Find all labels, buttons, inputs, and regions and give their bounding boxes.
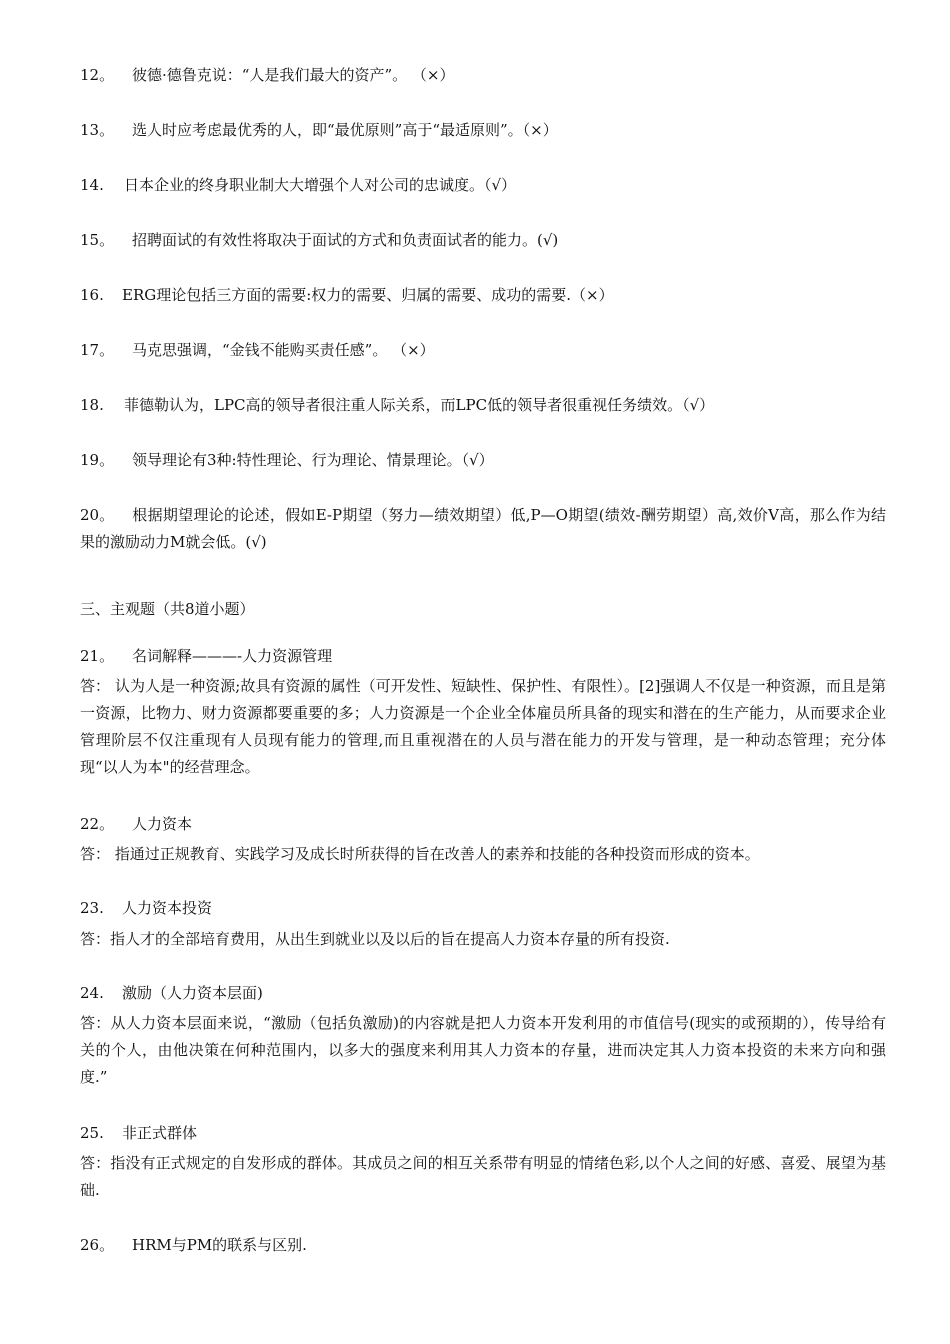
item-title: 非正式群体 [122,1124,198,1142]
tf-item-12 [80,62,880,89]
item-number: 26。 [80,1236,115,1254]
tf-item-20 [80,502,886,556]
section-title: 三、主观题（共8道小题） [80,600,255,618]
item-number: 20。 [80,506,115,524]
item-number: 14. [80,176,104,194]
item-number: 15。 [80,231,115,249]
tf-item-16 [80,282,880,309]
qa-answer-21: 答： 认为人是一种资源;故具有资源的属性（可开发性、短缺性、保护性、有限性）。[2]强调人不仅是一种资源，而且是第一资源，比物力、财力资源都要重要的多；人力资源是一个企业全体雇员所具备的现实和潜在的生产能力，从而要求企业管理阶层不仅注重现有人员现有能力的管理,而且重视潜在的人员与潜在能力的开发与管理，是一种动态管理；充分体现“以人为本"的经营理念。 [80,677,886,776]
item-text: ERG理论包括三方面的需要:权力的需要、归属的需要、成功的需要.（×） [122,286,614,304]
tf-item-13 [80,117,880,144]
qa-answer-25: 答：指没有正式规定的自发形成的群体。其成员之间的相互关系带有明显的情绪色彩,以个人之间的好感、喜爱、展望为基础. [80,1154,886,1199]
item-text: 根据期望理论的论述，假如E-P期望（努力—绩效期望）低,P—O期望(绩效-酬劳期望）高,效价V高，那么作为结果的激励动力M就会低。(√) [80,506,886,551]
tf-item-14 [80,172,880,199]
item-number: 12。 [80,66,115,84]
tf-item-18 [80,392,880,419]
item-number: 17。 [80,341,115,359]
qa-answer-22: 答： 指通过正规教育、实践学习及成长时所获得的旨在改善人的素养和技能的各种投资而形成的资本。 [80,845,760,863]
item-title: 人力资本 [132,815,193,833]
item-text: 日本企业的终身职业制大大增强个人对公司的忠诚度。（√） [124,176,517,194]
tf-item-19 [80,447,880,474]
qa-title-23 [80,895,880,922]
item-number: 13。 [80,121,115,139]
item-text: 领导理论有3种:特性理论、行为理论、情景理论。（√） [132,451,494,469]
item-text: 彼德·德鲁克说：“人是我们最大的资产”。 （×） [132,66,455,84]
item-number: 16. [80,286,104,304]
item-number: 21。 [80,647,115,665]
qa-answer-23: 答：指人才的全部培育费用，从出生到就业以及以后的旨在提高人力资本存量的所有投资. [80,930,670,948]
tf-item-17 [80,337,880,364]
item-text: 马克思强调，“金钱不能购买责任感”。 （×） [132,341,435,359]
qa-title-26 [80,1232,880,1259]
qa-answer-24: 答：从人力资本层面来说，“激励（包括负激励)的内容就是把人力资本开发利用的市值信号(现实的或预期的），传导给有关的个人，由他决策在何种范围内，以多大的强度来利用其人力资本的存量，进而决定其人力资本投资的未来方向和强度.” [80,1014,886,1086]
qa-title-25 [80,1120,880,1147]
item-text: 菲德勒认为，LPC高的领导者很注重人际关系，而LPC低的领导者很重视任务绩效。（√） [124,396,715,414]
item-title: 人力资本投资 [122,899,213,917]
item-number: 24. [80,984,104,1002]
item-text: 选人时应考虑最优秀的人，即“最优原则”高于“最适原则”。（×） [132,121,558,139]
item-number: 22。 [80,815,115,833]
item-number: 25. [80,1124,104,1142]
item-number: 19。 [80,451,115,469]
item-number: 23. [80,899,104,917]
qa-title-21 [80,643,880,670]
item-title: 激励（人力资本层面) [122,984,263,1002]
item-text: 招聘面试的有效性将取决于面试的方式和负责面试者的能力。(√) [132,231,559,249]
item-number: 18. [80,396,104,414]
item-title: HRM与PM的联系与区别. [132,1236,307,1254]
qa-title-22 [80,811,880,838]
qa-title-24 [80,980,880,1007]
tf-item-15 [80,227,880,254]
item-title: 名词解释———-人力资源管理 [132,647,333,665]
